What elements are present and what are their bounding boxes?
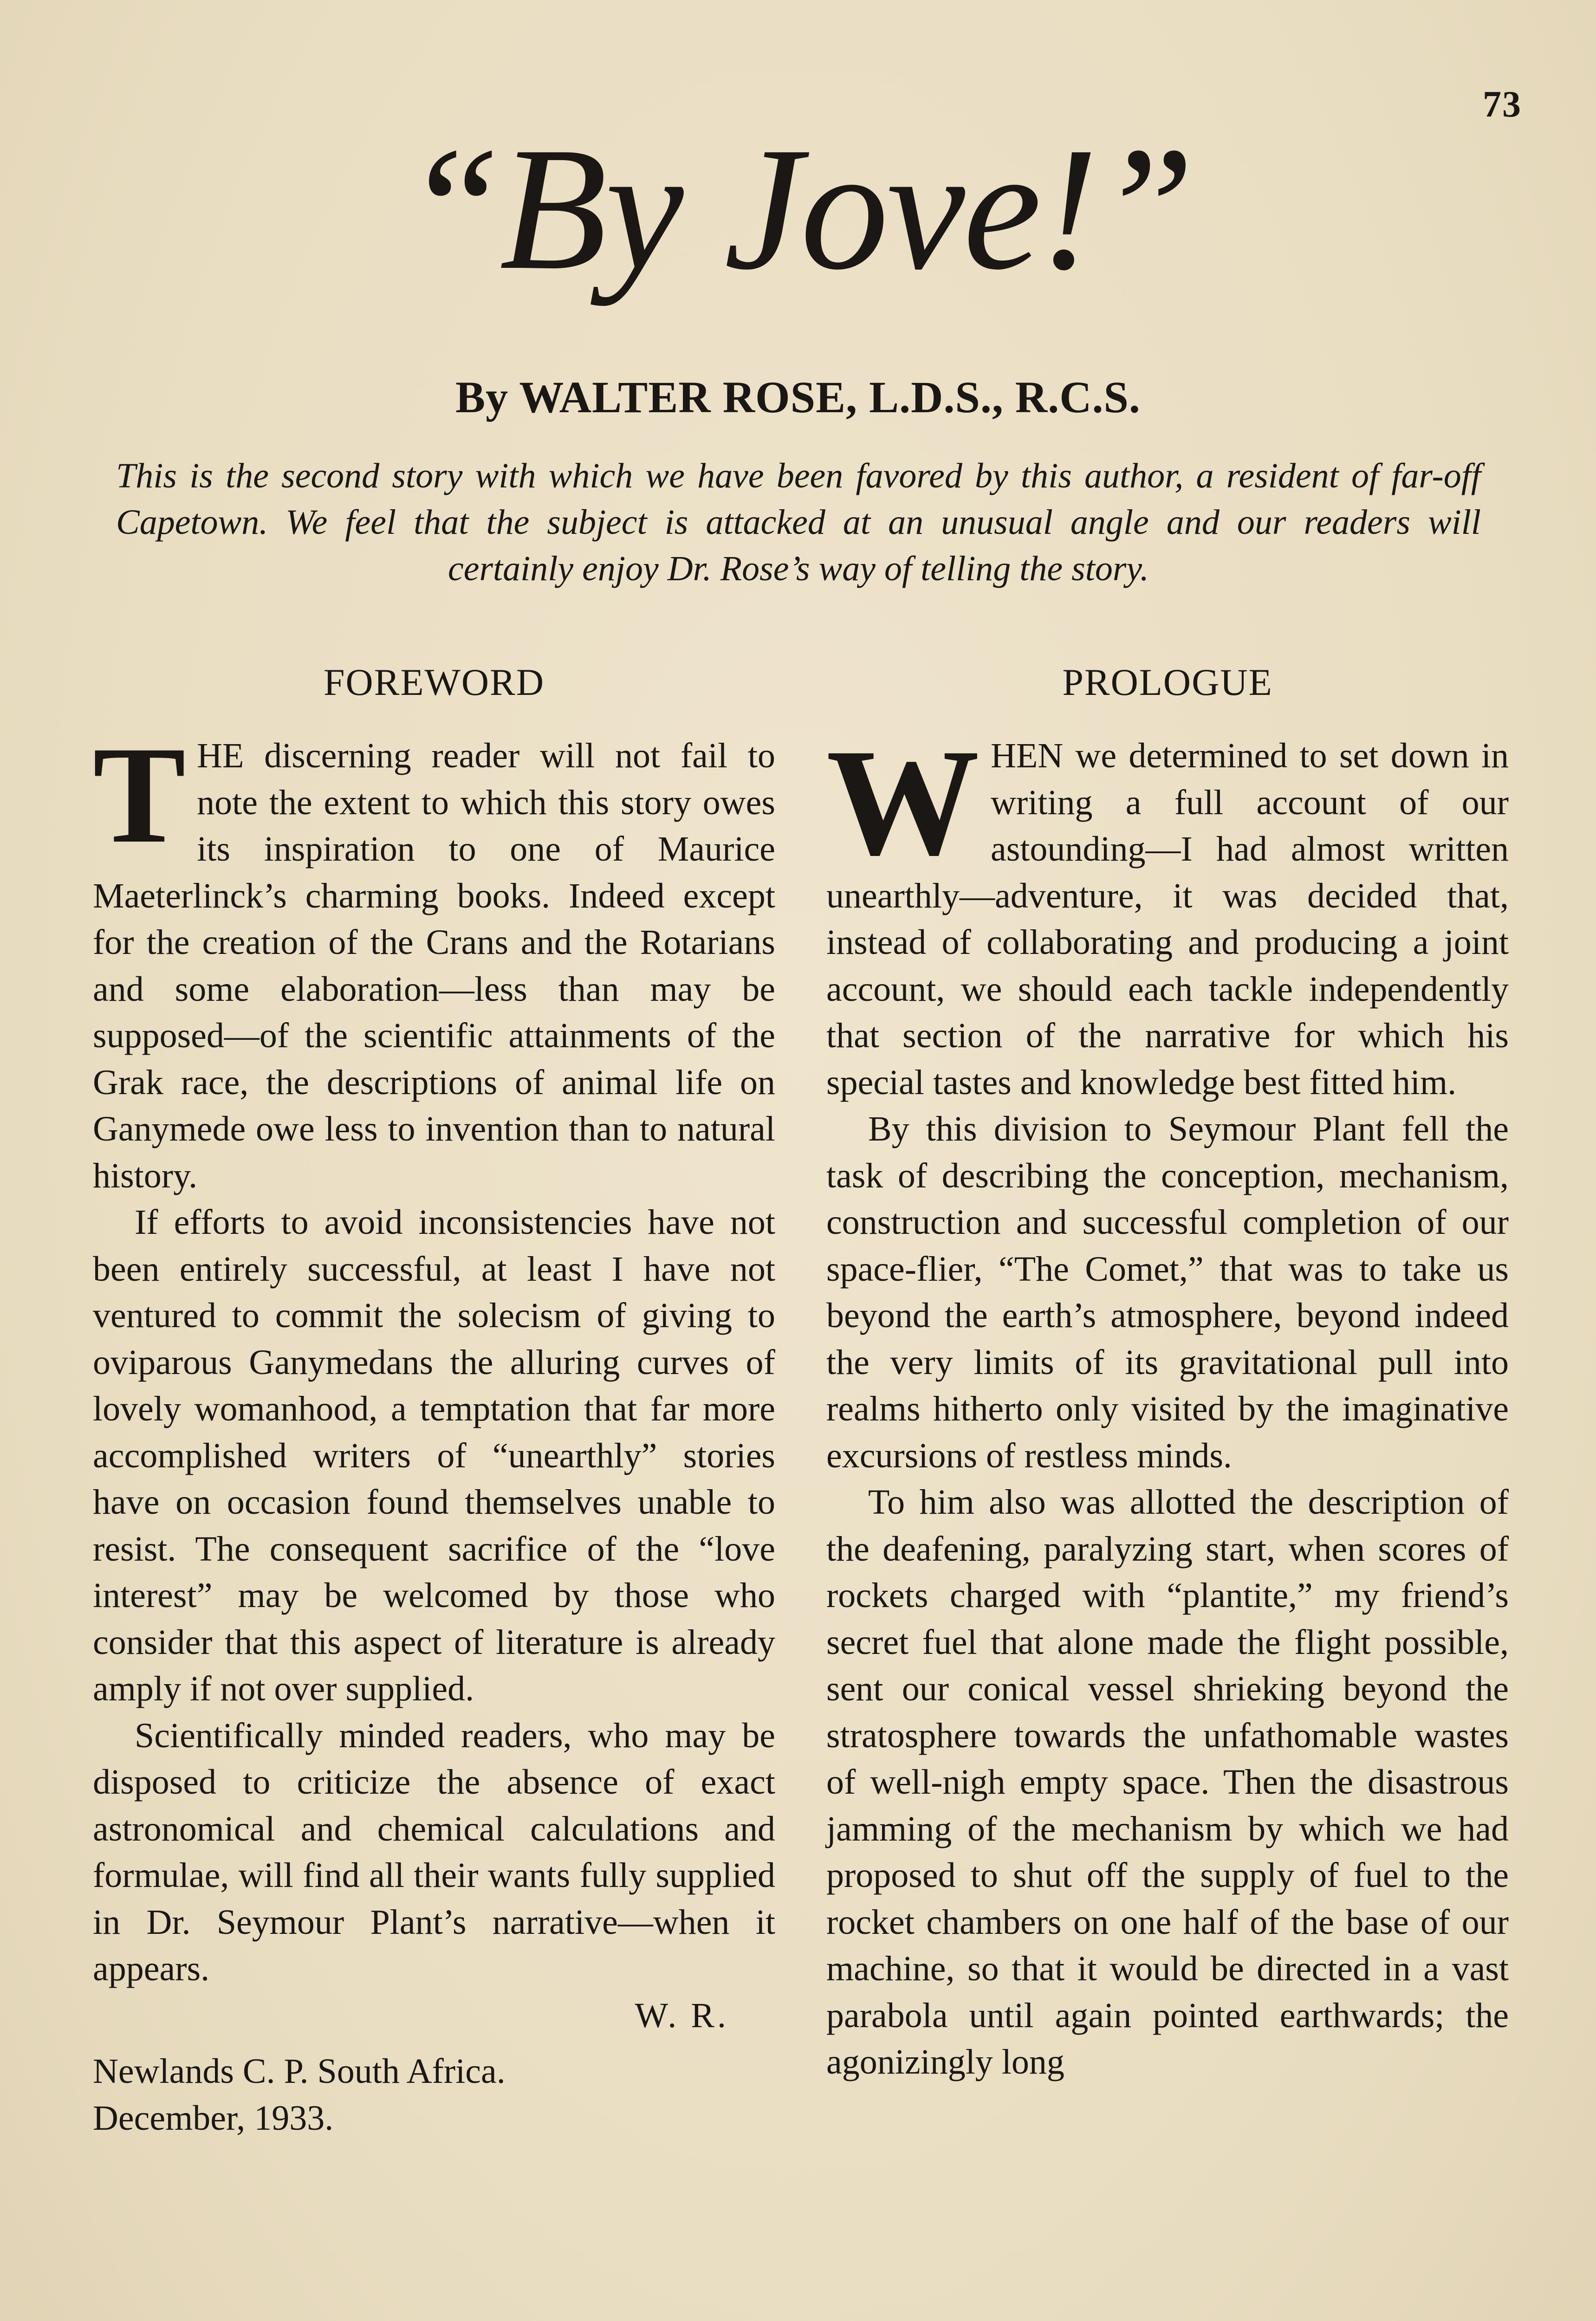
prologue-column: [826, 659, 1509, 2086]
page-number: 73: [1483, 84, 1522, 125]
foreword-paragraph-text: HE discerning reader will not fail to note the extent to which this story owes its inspiration to one of Maurice Maeterlinck’s charming books. Indeed except for the creation of the Crans and the Rotarians and some elaboration—less than may be supposed—of the scientific attainments of the Grak race, the descriptions of animal life on Ganymede owe less to invention than to natural history.: [93, 736, 775, 1195]
foreword-date: December, 1933.: [93, 2098, 334, 2138]
foreword-place: Newlands C. P. South Africa.: [93, 2052, 506, 2091]
drop-cap: T: [93, 718, 186, 872]
prologue-paragraph: [826, 718, 1509, 1106]
foreword-column: [93, 659, 775, 2141]
prologue-paragraph: To him also was allotted the description of the deafening, paralyzing start, when scores of rockets charged with “plantite,” my friend’s secret fuel that alone made the flight possible, sent our conical vessel shrieking beyond the stratosphere towards the unfathomable wastes of well-nigh empty space. Then the disastrous jamming of the mechanism by which we had proposed to shut off the supply of fuel to the rocket chambers on one half of the base of our machine, so that it would be directed in a vast parabola until again pointed earthwards; the agonizingly long: [826, 1483, 1509, 2081]
editor-introduction: This is the second story with which we have been favored by this author, a resident of far-off Capetown. We feel that the subject is attacked at an unusual angle and our readers will certainly enjoy Dr. Rose’s way of telling the story.: [116, 456, 1481, 588]
author-byline: By WALTER ROSE, L.D.S., R.C.S.: [455, 372, 1141, 422]
foreword-heading: FOREWORD: [323, 661, 545, 703]
prologue-paragraph-text: HEN we determined to set down in writing a full account of our astounding—I had almost written unearthly—adventure, it was decided that, instead of collaborating and producing a joint account, we should each tackle independently that section of the narrative for which his special tastes and knowledge best fitted him.: [826, 736, 1509, 1102]
foreword-signature: W. R.: [635, 1996, 729, 2035]
story-title: “By Jove!”: [403, 111, 1193, 306]
drop-cap: W: [826, 718, 980, 887]
foreword-paragraph: If efforts to avoid inconsistencies have not been entirely successful, at least I have not ventured to commit the solecism of giving to oviparous Ganymedans the alluring curves of lovely womanhood, a temptation that far more accomplished writers of “unearthly” stories have on occasion found themselves unable to resist. The consequent sacrifice of the “love interest” may be welcomed by those who consider that this aspect of literature is already amply if not over supplied.: [93, 1203, 775, 1708]
prologue-paragraph: By this division to Seymour Plant fell the task of describing the conception, mechanism, construction and successful completion of our space-flier, “The Comet,” that was to take us beyond the earth’s atmosphere, beyond indeed the very limits of its gravitational pull into realms hitherto only visited by the imaginative excursions of restless minds.: [826, 1109, 1509, 1475]
prologue-heading: PROLOGUE: [1062, 661, 1273, 703]
foreword-paragraph: [93, 718, 775, 1199]
foreword-paragraph: Scientifically minded readers, who may be disposed to criticize the absence of exact astronomical and chemical calculations and formulae, will find all their wants fully supplied in Dr. Seymour Plant’s narrative—when it appears.: [93, 1716, 775, 1988]
